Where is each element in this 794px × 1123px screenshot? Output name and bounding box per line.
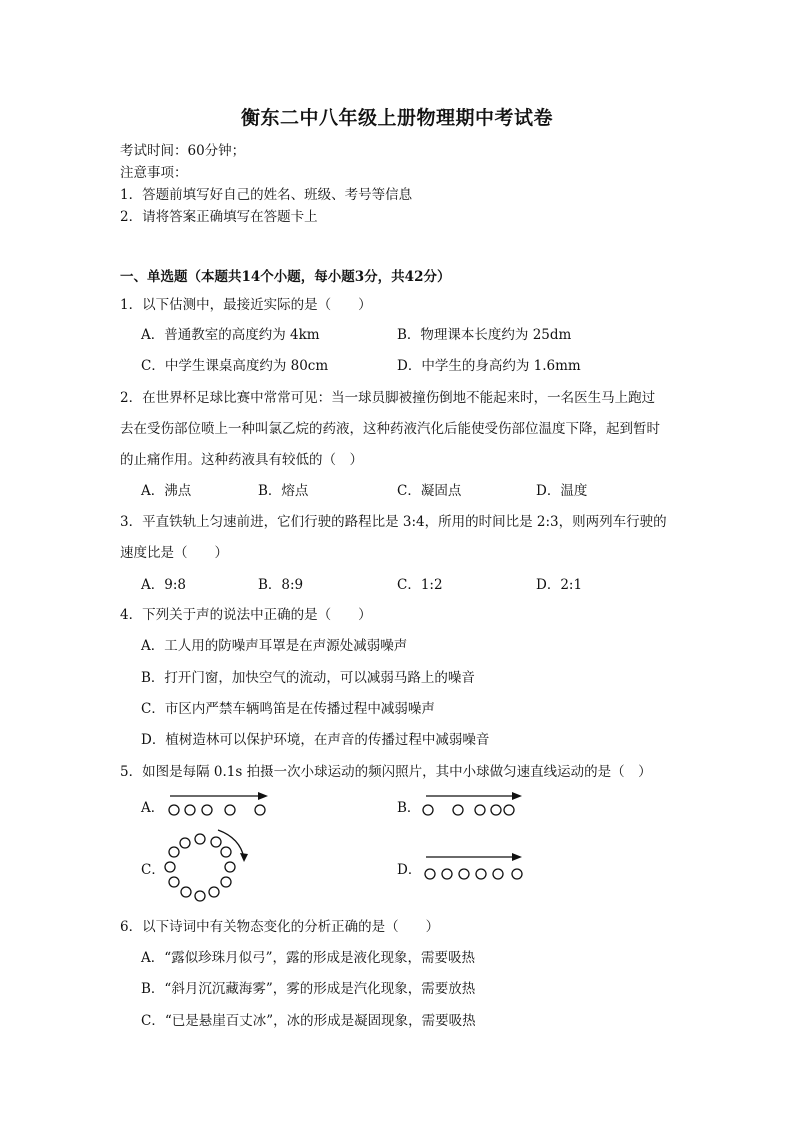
question-2-stem-line-3: 的止痛作用。这种药液具有较低的（ ） [120, 452, 363, 468]
exam-time: 考试时间：60分钟； [120, 143, 246, 159]
question-2-option-d: D．温度 [536, 483, 588, 499]
figure-a-strobe [166, 788, 276, 820]
question-6-option-b: B．“斜月沉沉藏海雾”，雾的形成是汽化现象，需要放热 [141, 981, 476, 997]
question-1-option-b: B．物理课本长度约为 25dm [397, 327, 572, 343]
question-4-option-b: B．打开门窗，加快空气的流动，可以减弱马路上的噪音 [141, 670, 475, 686]
question-5-option-d: D． [397, 862, 422, 878]
question-1-stem: 1．以下估测中，最接近实际的是（ ） [120, 297, 372, 313]
question-3-option-c: C．1:2 [397, 577, 443, 593]
question-5-option-b: B． [397, 800, 421, 816]
notes-label: 注意事项： [120, 165, 188, 181]
question-6-option-c: C．“已是悬崖百丈冰”，冰的形成是凝固现象，需要吸热 [141, 1013, 476, 1029]
question-4-option-c: C．市区内严禁车辆鸣笛是在传播过程中减弱噪声 [141, 701, 435, 717]
question-2-option-b: B．熔点 [258, 483, 309, 499]
question-5-option-c: C． [141, 862, 165, 878]
question-4-stem: 4．下列关于声的说法中正确的是（ ） [120, 607, 372, 623]
page-title: 衡东二中八年级上册物理期中考试卷 [240, 107, 553, 129]
question-6-option-a: A．“露似珍珠月似弓”，露的形成是液化现象，需要吸热 [141, 950, 476, 966]
note-1: 1．答题前填写好自己的姓名、班级、考号等信息 [120, 187, 413, 203]
question-3-option-d: D．2:1 [536, 577, 583, 593]
figure-d-strobe [420, 850, 535, 884]
question-5-option-a: A． [141, 800, 165, 816]
question-2-stem-line-1: 2．在世界杯足球比赛中常常可见：当一球员脚被撞伤倒地不能起来时，一名医生马上跑过 [120, 390, 656, 406]
question-3-option-b: B．8:9 [258, 577, 304, 593]
question-2-option-c: C．凝固点 [397, 483, 462, 499]
section-heading: 一、单选题（本题共14个小题，每小题3分，共42分） [120, 269, 451, 285]
question-3-stem-line-1: 3．平直铁轨上匀速前进，它们行驶的路程比是 3:4，所用的时间比是 2:3，则两列车行驶的 [120, 514, 667, 530]
figure-b-strobe [420, 788, 530, 820]
figure-c-strobe [160, 828, 250, 908]
question-1-option-a: A．普通教室的高度约为 4km [141, 327, 320, 343]
question-2-stem-line-2: 去在受伤部位喷上一种叫氯乙烷的药液，这种药液汽化后能使受伤部位温度下降，起到暂时 [120, 421, 660, 437]
question-1-option-d: D．中学生的身高约为 1.6mm [397, 358, 581, 374]
question-6-stem: 6．以下诗词中有关物态变化的分析正确的是（ ） [120, 919, 440, 935]
question-2-option-a: A．沸点 [141, 483, 192, 499]
question-5-stem: 5．如图是每隔 0.1s 拍摄一次小球运动的频闪照片，其中小球做匀速直线运动的是（ ） [120, 764, 652, 780]
question-1-option-c: C．中学生课桌高度约为 80cm [141, 358, 329, 374]
question-4-option-d: D．植树造林可以保护环境，在声音的传播过程中减弱噪音 [141, 732, 490, 748]
question-4-option-a: A．工人用的防噪声耳罩是在声源处减弱噪声 [141, 638, 408, 654]
question-3-stem-line-2: 速度比是（ ） [120, 545, 228, 561]
question-3-option-a: A．9:8 [141, 577, 186, 593]
note-2: 2．请将答案正确填写在答题卡上 [120, 209, 318, 225]
